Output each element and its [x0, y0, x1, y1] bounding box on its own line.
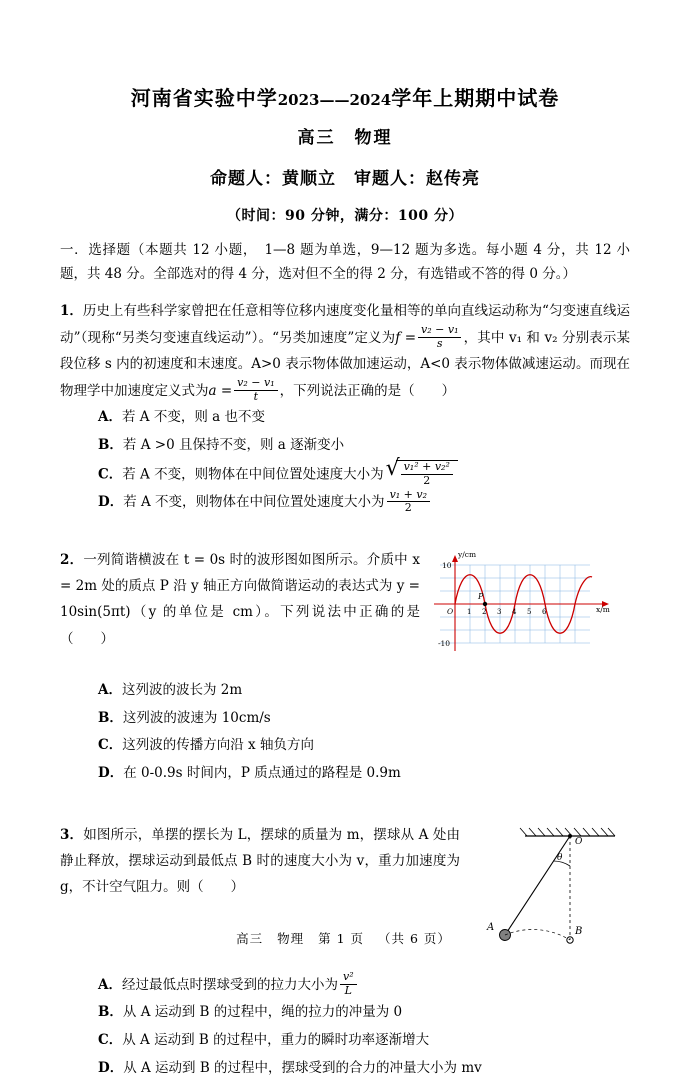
- frac-numerator: v₁ + v₂: [389, 487, 428, 501]
- sqrt-fraction: [401, 461, 453, 487]
- pendulum-ball-b-label: B: [575, 925, 583, 937]
- option-label: A．: [98, 409, 122, 426]
- wave-figure: [420, 547, 630, 665]
- question-1-option-b: [98, 432, 630, 460]
- frac-denominator: L: [340, 984, 357, 998]
- title-year: 2023——2024: [277, 91, 392, 109]
- wave-y-top-tick: 10: [442, 560, 452, 570]
- question-3-body: [60, 822, 460, 901]
- option-label: C．: [98, 1031, 123, 1048]
- option-text: 若 A 不变，则物体在中间位置处速度大小为: [122, 465, 384, 482]
- option-text: 若 A 不变，则 a 也不变: [121, 409, 265, 426]
- frac-denominator: 2: [387, 501, 430, 515]
- question-1-option-d: [98, 489, 630, 517]
- page-subtitle: 高三 物理: [297, 128, 393, 148]
- footer-total-pages: （共 6 页）: [378, 931, 451, 946]
- wave-x-tick-2: 2: [482, 607, 487, 616]
- option-label: B．: [98, 436, 123, 453]
- option-text: 从 A 运动到 B 的过程中，重力的瞬时功率逐渐增大: [122, 1031, 430, 1048]
- option-text: 从 A 运动到 B 的过程中，摆球受到的合力的冲量大小为 mv: [123, 1059, 482, 1076]
- option-label: B．: [98, 1004, 123, 1021]
- question-1-number: 1．: [60, 303, 83, 320]
- time-score-line: （时间：90 分钟，满分：100 分）: [227, 208, 463, 224]
- question-1-formula-f-lhs: f =: [395, 329, 417, 346]
- option-text: 若 A 不变，则物体在中间位置处速度大小为: [123, 494, 385, 511]
- title-school: 河南省实验中学: [130, 86, 278, 110]
- question-2-option-d: [98, 760, 630, 788]
- question-3-option-d: [98, 1055, 630, 1082]
- question-1-text-part2: ，其中 v₁ 和 v₂ 分别表示某段位移 s 内的初速度和末速度。A>0 表示物体做加速运动，A<0 表示物体做减速运动。而现在物理学中加速度定义式为: [60, 329, 630, 399]
- option-label: C．: [98, 737, 123, 754]
- title-rest: 学年上期期中试卷: [391, 86, 560, 110]
- pendulum-angle-label: θ: [557, 852, 563, 863]
- question-2-text: 一列简谐横波在 t = 0s 时的波形图如图所示。介质中 x = 2m 处的质点 P 沿 y 轴正方向做简谐运动的表达式为 y = 10sin(5πt)（y 的单位是 cm）。下列说法中正确的是（ ）: [60, 551, 420, 647]
- option-label: A．: [98, 976, 122, 993]
- page-footer: [0, 929, 687, 947]
- question-3-text: 如图所示，单摆的摆长为 L，摆球的质量为 m，摆球从 A 处由静止释放，摆球运动到最低点 B 时的速度大小为 v，重力加速度为 g，不计空气阻力。则（ ）: [60, 826, 460, 896]
- wave-x-axis-label: x/m: [596, 604, 610, 614]
- question-1-option-c: [98, 460, 630, 490]
- wave-x-tick-3: 3: [497, 607, 502, 616]
- question-1-formula-a-lhs: a =: [208, 382, 233, 399]
- question-3: [60, 822, 630, 972]
- option-c-sqrt: [386, 460, 458, 490]
- question-1: [60, 298, 630, 404]
- question-3-option-a: [98, 969, 630, 1000]
- wave-point-label: P: [478, 591, 484, 601]
- option-label: D．: [98, 764, 124, 781]
- option-label: C．: [98, 465, 123, 482]
- question-1-text-part1: 历史上有些科学家曾把在任意相等位移内速度变化量相等的单向直线运动称为“匀变速直线运动”（现称“另类匀变速直线运动”）。“另类加速度”定义为: [60, 303, 630, 346]
- wave-x-tick-4: 4: [512, 607, 517, 616]
- footer-grade: 高三: [236, 931, 264, 946]
- frac-denominator: s: [418, 337, 461, 351]
- wave-y-bottom-tick: -10: [438, 638, 451, 648]
- option-d-fraction: [387, 489, 430, 515]
- wave-origin-label: O: [447, 606, 454, 616]
- option-text: 这列波的传播方向沿 x 轴负方向: [122, 737, 314, 754]
- question-2-option-c: [98, 732, 630, 760]
- option-text: 从 A 运动到 B 的过程中，绳的拉力的冲量为 0: [122, 1004, 403, 1021]
- frac-denominator: 2: [401, 474, 453, 488]
- option-text: 经过最低点时摆球受到的拉力大小为: [121, 976, 338, 993]
- question-3-option-b: [98, 999, 630, 1027]
- pendulum-pivot-label: O: [575, 836, 583, 847]
- frac-numerator: v₂ − v₁: [237, 375, 275, 389]
- frac-denominator: t: [234, 390, 277, 404]
- option-text: 这列波的波长为 2m: [121, 681, 243, 698]
- pendulum-ball-a-label: A: [487, 921, 495, 933]
- question-1-text-part3: ，下列说法正确的是（ ）: [279, 382, 456, 399]
- option-label: D．: [98, 1059, 124, 1076]
- wave-x-tick-1: 1: [467, 607, 472, 616]
- question-2-number: 2．: [60, 551, 84, 568]
- wave-x-tick-5: 5: [527, 607, 532, 616]
- option-text: 在 0-0.9s 时间内，P 质点通过的路程是 0.9m: [123, 764, 401, 781]
- question-1-option-a: [98, 404, 630, 432]
- question-3-option-c: [98, 1027, 630, 1055]
- frac-numerator: v²: [342, 969, 354, 983]
- question-3-number: 3．: [60, 826, 84, 843]
- option-a-fraction: [340, 971, 357, 997]
- authors-line: 命题人：黄顺立 审题人：赵传亮: [210, 169, 480, 189]
- footer-page-number: 第 1 页: [318, 931, 365, 946]
- option-text: 若 A >0 且保持不变，则 a 逐渐变小: [122, 436, 345, 453]
- wave-graph-svg: [420, 547, 630, 665]
- question-2-body: [60, 547, 420, 652]
- question-2-option-a: [98, 677, 630, 705]
- option-label: A．: [98, 681, 122, 698]
- question-1-formula-f-fraction: [418, 324, 461, 350]
- wave-x-tick-6: 6: [542, 607, 547, 616]
- question-2: [60, 547, 630, 677]
- footer-subject: 物理: [277, 931, 305, 946]
- question-1-formula-a-fraction: [234, 377, 277, 403]
- wave-y-axis-label: y/cm: [458, 549, 477, 559]
- option-label: B．: [98, 709, 123, 726]
- frac-numerator: v₂ − v₁: [421, 322, 459, 336]
- option-label: D．: [98, 494, 124, 511]
- section-heading: 一．选择题（本题共 12 小题， 1—8 题为单选，9—12 题为多选。每小题 4 分，共 12 小题，共 48 分。全部选对的得 4 分，选对但不全的得 2 分，有选错或不答的得 0 分。）: [60, 242, 630, 282]
- question-2-option-b: [98, 705, 630, 733]
- page-title: [60, 82, 630, 111]
- option-text: 这列波的波速为 10cm/s: [122, 709, 271, 726]
- frac-numerator: √ v₁² + v₂²: [403, 459, 450, 473]
